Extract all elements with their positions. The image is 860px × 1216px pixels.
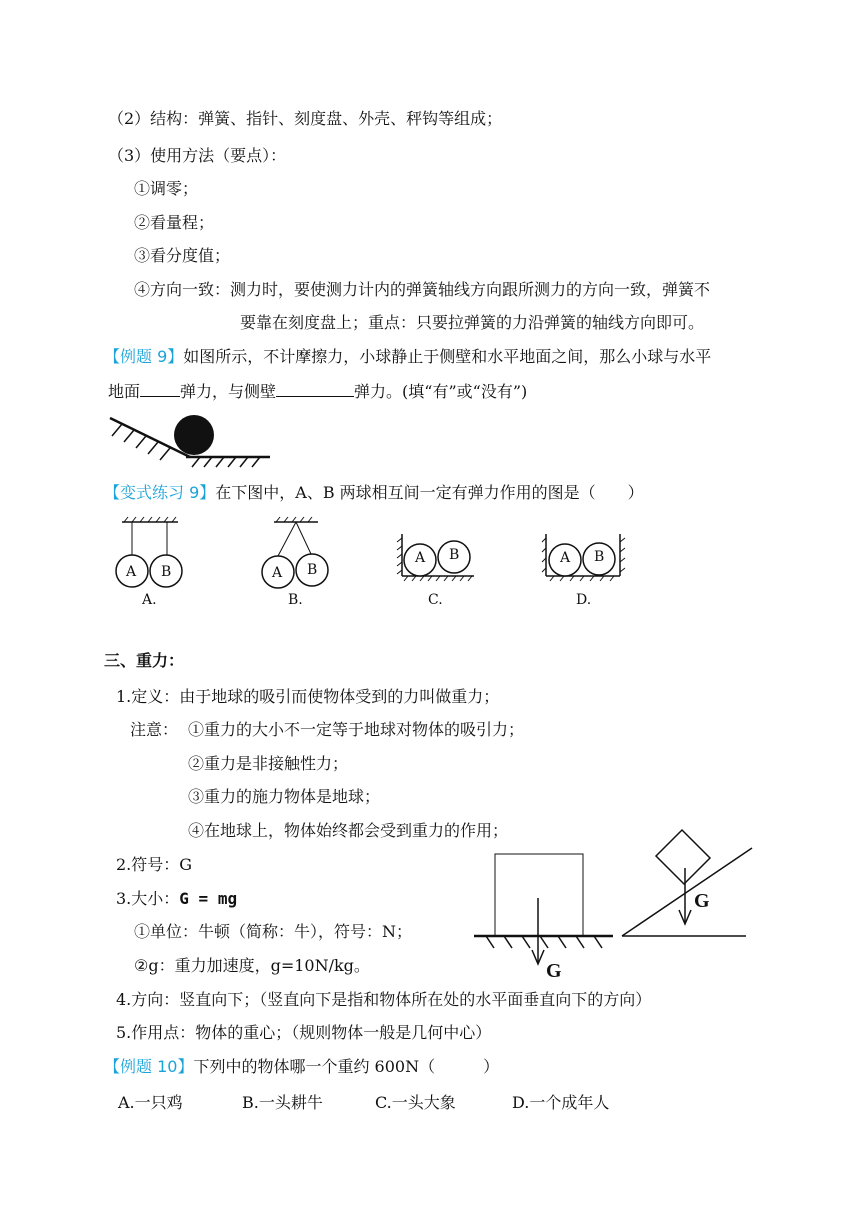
incline-gravity-figure <box>618 822 760 942</box>
section-3-heading: 三、重力： <box>104 651 185 670</box>
ball-label-b: B <box>594 549 605 565</box>
example-9-question <box>104 346 711 368</box>
usage-step-4-cont: 要靠在刻度盘上；重点：只要拉弹簧的力沿弹簧的轴线方向即可。 <box>240 313 705 332</box>
gravity-g-note: ②g：重力加速度，g=10N/kg。 <box>134 956 370 975</box>
variant-9-tag: 【变式练习 9】 <box>104 483 216 502</box>
ball-label-a: A <box>272 565 283 581</box>
option-c-caption: C. <box>428 592 443 608</box>
usage-step-2: ②看量程； <box>134 213 215 232</box>
g-label-incline: G <box>694 890 710 912</box>
figure-option-c <box>394 530 476 582</box>
ball-label-b: B <box>161 564 172 580</box>
figure-option-a <box>110 514 190 590</box>
usage-step-3: ③看分度值； <box>134 246 231 265</box>
ball-label-a: A <box>126 564 137 580</box>
example-9-text: 如图所示，不计摩擦力，小球静止于侧壁和水平地面之间，那么小球与水平 <box>183 347 712 366</box>
ball-icon <box>174 415 214 455</box>
block-gravity-figure <box>468 850 618 980</box>
gravity-size <box>116 888 237 910</box>
size-formula: G = mg <box>179 889 238 908</box>
gravity-unit: ①单位：牛顿（简称：牛），符号：N； <box>134 922 413 941</box>
example-10-text: 下列中的物体哪一个重约 600N（ ） <box>193 1057 500 1076</box>
option-d-caption: D. <box>576 592 592 608</box>
ball-label-a: A <box>560 550 571 566</box>
gravity-definition: 1.定义：由于地球的吸引而使物体受到的力叫做重力； <box>116 687 500 706</box>
answer-blank-2[interactable] <box>276 380 354 397</box>
example-9-text-c: 弹力。(填“有”或“没有”) <box>354 382 528 401</box>
ball-label-b: B <box>449 547 460 563</box>
example-9-question-cont <box>108 380 527 403</box>
gravity-symbol: 2.符号：G <box>116 855 193 874</box>
block-icon <box>495 854 583 936</box>
note-1: ①重力的大小不一定等于地球对物体的吸引力； <box>188 720 525 739</box>
example-10-tag: 【例题 10】 <box>104 1057 194 1076</box>
size-label: 3.大小： <box>116 889 180 908</box>
block-icon <box>656 830 710 884</box>
ball-label-a: A <box>415 550 426 566</box>
option-a[interactable]: A.一只鸡 <box>118 1093 183 1112</box>
gravity-direction: 4.方向：竖直向下；（竖直向下是指和物体所在处的水平面垂直向下的方向） <box>116 990 652 1009</box>
variant-9-text: 在下图中，A、B 两球相互间一定有弹力作用的图是（ ） <box>215 483 644 502</box>
usage-step-4: ④方向一致：测力时，要使测力计内的弹簧轴线方向跟所测力的方向一致，弹簧不 <box>134 280 711 299</box>
note-label: 注意： <box>130 720 179 739</box>
usage-heading: （3）使用方法（要点）： <box>108 146 287 165</box>
note-3: ③重力的施力物体是地球； <box>188 787 381 806</box>
note-4: ④在地球上，物体始终都会受到重力的作用； <box>188 821 509 840</box>
gravity-point: 5.作用点：物体的重心；（规则物体一般是几何中心） <box>116 1023 492 1042</box>
structure-line: （2）结构：弹簧、指针、刻度盘、外壳、秤钩等组成； <box>108 109 503 128</box>
ball-wall-figure <box>100 408 275 470</box>
option-b[interactable]: B.一头耕牛 <box>242 1093 323 1112</box>
answer-blank-1[interactable] <box>140 380 180 397</box>
example-9-text-b: 弹力，与侧壁 <box>180 382 277 401</box>
notes <box>130 719 178 741</box>
example-10-question <box>104 1056 499 1078</box>
option-a-caption: A. <box>142 592 157 608</box>
option-c[interactable]: C.一头大象 <box>375 1093 456 1112</box>
option-d[interactable]: D.一个成年人 <box>512 1093 610 1112</box>
usage-step-1: ①调零； <box>134 179 199 198</box>
example-9-text-a: 地面 <box>108 382 141 401</box>
figure-option-d <box>540 530 626 582</box>
figure-option-b <box>256 514 338 590</box>
note-2: ②重力是非接触性力； <box>188 754 349 773</box>
variant-9-question <box>104 482 644 504</box>
example-9-tag: 【例题 9】 <box>104 347 184 366</box>
option-b-caption: B. <box>288 592 303 608</box>
g-label-block: G <box>546 960 562 982</box>
ball-label-b: B <box>307 562 318 578</box>
